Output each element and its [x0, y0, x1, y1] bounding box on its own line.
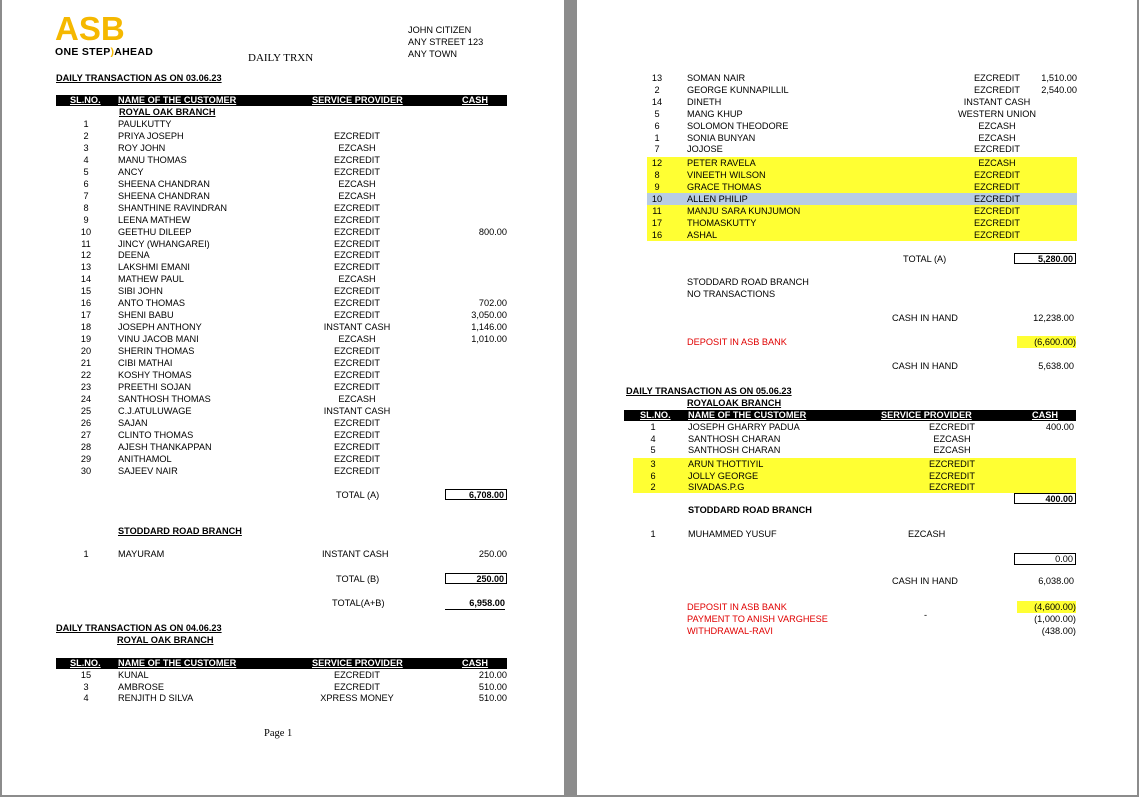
- table-row: [633, 470, 1076, 482]
- row-provider: EZCREDIT: [974, 169, 1020, 180]
- total-b-label: TOTAL (B): [336, 574, 380, 584]
- row-name: DEENA: [118, 250, 150, 261]
- row-provider: EZCREDIT: [974, 205, 1020, 216]
- row-name: DINETH: [687, 96, 722, 107]
- row-cash: 400.00: [1045, 422, 1074, 432]
- row-name: SAJAN: [118, 417, 148, 428]
- row-name: C.J.ATULUWAGE: [118, 405, 192, 416]
- table-row: [66, 453, 507, 465]
- table-row: [647, 205, 1077, 217]
- table-row: [647, 143, 1077, 155]
- row-name: AMBROSE: [118, 681, 164, 692]
- row-slno: 19: [80, 334, 92, 345]
- row-slno: 24: [80, 393, 92, 404]
- subtotal-value: 400.00: [1014, 493, 1076, 504]
- row-slno: 5: [650, 445, 656, 456]
- row-name: ROY JOHN: [118, 142, 166, 153]
- row-provider: EZCREDIT: [334, 429, 380, 440]
- row-slno: 29: [80, 453, 92, 464]
- row-slno: 6: [83, 178, 89, 189]
- row-provider: EZCREDIT: [974, 84, 1020, 95]
- deposit-value-1: (6,600.00): [1017, 336, 1076, 348]
- row-provider: INSTANT CASH: [323, 405, 391, 416]
- cash-in-hand-label-1: CASH IN HAND: [892, 313, 958, 323]
- total-b-value: 250.00: [445, 573, 507, 584]
- row-provider: EZCREDIT: [929, 482, 975, 493]
- row-name: PRIYA JOSEPH: [118, 130, 184, 141]
- row-slno: 13: [80, 262, 92, 273]
- row-provider: EZCREDIT: [334, 130, 380, 141]
- row-name: SOLOMON THEODORE: [687, 120, 789, 131]
- table-row: [647, 169, 1077, 181]
- total-ab-label: TOTAL(A+B): [332, 598, 385, 608]
- row-provider: EZCREDIT: [974, 73, 1020, 83]
- deposit-label-2: DEPOSIT IN ASB BANK: [687, 602, 787, 612]
- row-provider: EZCREDIT: [974, 144, 1020, 155]
- row-name: SHEENA CHANDRAN: [118, 178, 210, 189]
- row-slno: 11: [652, 205, 662, 216]
- branch-royaloak: ROYALOAK BRANCH: [687, 398, 782, 408]
- row-name: SANTHOSH CHARAN: [688, 433, 781, 444]
- total-a-label: TOTAL (A): [336, 490, 380, 500]
- table-row: [66, 681, 507, 693]
- row-provider: EZCREDIT: [334, 310, 380, 321]
- row-name: LAKSHMI EMANI: [118, 262, 190, 273]
- row-provider: EZCREDIT: [334, 453, 380, 464]
- row-provider: EZCREDIT: [334, 369, 380, 380]
- row-slno: 6: [650, 470, 656, 481]
- row-provider: EZCASH: [338, 142, 376, 153]
- table-row: [66, 357, 507, 369]
- col-name: NAME OF THE CUSTOMER: [118, 658, 237, 668]
- row-provider: EZCREDIT: [929, 422, 975, 432]
- row-name: PAULKUTTY: [118, 119, 172, 129]
- row-slno: 1: [650, 529, 656, 539]
- row-provider: EZCREDIT: [334, 346, 380, 357]
- row-cash: 210.00: [478, 670, 507, 680]
- table-row: [66, 202, 507, 214]
- row-slno: 10: [80, 226, 92, 237]
- row-name: LEENA MATHEW: [118, 214, 191, 225]
- row-provider: EZCASH: [978, 158, 1016, 168]
- row-provider: EZCREDIT: [334, 381, 380, 392]
- row-slno: 2: [650, 482, 656, 493]
- row-provider: EZCREDIT: [334, 358, 380, 368]
- row-provider: EZCREDIT: [334, 298, 380, 309]
- payment-value: (1,000.00): [1034, 614, 1076, 624]
- stoddard-branch-label: STODDARD ROAD BRANCH: [687, 277, 809, 287]
- withdrawal-value: (438.00): [1041, 626, 1076, 636]
- row-slno: 10: [651, 193, 663, 204]
- row-name: CIBI MATHAI: [118, 358, 173, 368]
- row-slno: 1: [650, 422, 656, 432]
- row-slno: 7: [654, 144, 660, 155]
- row-name: ALLEN PHILIP: [687, 193, 748, 204]
- document-title: DAILY TRXN: [248, 52, 314, 64]
- row-provider: EZCREDIT: [974, 217, 1020, 228]
- row-name: JOLLY GEORGE: [688, 470, 759, 481]
- row-name: KOSHY THOMAS: [118, 369, 192, 380]
- row-provider: EZCASH: [908, 529, 946, 539]
- row-name: ANITHAMOL: [118, 453, 172, 464]
- row-name: SANTHOSH THOMAS: [118, 393, 211, 404]
- row-name: ASHAL: [687, 229, 718, 240]
- row-provider: EZCASH: [978, 120, 1016, 131]
- row-slno: 30: [80, 465, 92, 476]
- row-name: GEETHU DILEEP: [118, 226, 192, 237]
- table-header: [56, 95, 507, 106]
- asb-logo: ASB ONE STEP)AHEAD: [55, 12, 170, 47]
- row-slno: 17: [80, 310, 92, 321]
- row-name: SHENI BABU: [118, 310, 174, 321]
- row-cash: 1,510.00: [1041, 73, 1077, 83]
- table-row: [633, 481, 1076, 493]
- no-transactions-label: NO TRANSACTIONS: [687, 289, 776, 299]
- total-a-value-2: 5,280.00: [1014, 253, 1076, 264]
- row-provider: WESTERN UNION: [957, 108, 1037, 119]
- row-cash: 2,540.00: [1041, 84, 1077, 95]
- table-row: [647, 72, 1077, 84]
- table-row: [66, 154, 507, 166]
- col-slno: SL.NO.: [640, 410, 671, 420]
- table-row: [633, 421, 1076, 433]
- row-provider: EZCREDIT: [334, 441, 380, 452]
- row-name: MANJU SARA KUNJUMON: [687, 205, 801, 216]
- table-row: [66, 130, 507, 142]
- table-row: [647, 132, 1077, 144]
- row-provider: EZCASH: [338, 178, 376, 189]
- row-name: SIVADAS.P.G: [688, 482, 745, 493]
- row-name: CLINTO THOMAS: [118, 429, 194, 440]
- row-provider: EZCREDIT: [929, 470, 975, 481]
- col-cash: CASH: [462, 658, 489, 668]
- section-heading-03-06: DAILY TRANSACTION AS ON 03.06.23: [56, 73, 222, 83]
- row-name: RENJITH D SILVA: [118, 693, 194, 703]
- row-provider: EZCREDIT: [334, 166, 380, 177]
- row-slno: 17: [651, 217, 663, 228]
- table-row: [66, 118, 507, 130]
- table-row: [66, 417, 507, 429]
- row-provider: EZCREDIT: [334, 681, 380, 692]
- row-slno: 13: [651, 73, 663, 83]
- table-row: [66, 178, 507, 190]
- row-slno: 1: [654, 132, 660, 143]
- total-a-label-2: TOTAL (A): [903, 254, 947, 264]
- table-row: [647, 193, 1077, 205]
- total-ab-value: 6,958.00: [445, 597, 505, 610]
- row-slno: 15: [80, 286, 92, 297]
- table-row: [66, 297, 507, 309]
- table-row: [66, 548, 507, 560]
- row-name: SIBI JOHN: [118, 286, 163, 297]
- svg-text:ASB: ASB: [55, 12, 125, 42]
- row-provider: EZCREDIT: [334, 262, 380, 273]
- col-name: NAME OF THE CUSTOMER: [118, 95, 237, 105]
- col-slno: SL.NO.: [70, 658, 101, 668]
- row-slno: 3: [650, 459, 656, 469]
- stoddard-branch-label-2: STODDARD ROAD BRANCH: [688, 505, 812, 515]
- table-row: [66, 249, 507, 261]
- row-slno: 8: [83, 202, 89, 213]
- row-slno: 3: [83, 681, 89, 692]
- table-row: [66, 345, 507, 357]
- row-name: MANU THOMAS: [118, 154, 187, 165]
- page-number: Page 1: [264, 728, 293, 739]
- cash-in-hand-label-3: CASH IN HAND: [892, 576, 958, 586]
- address-line-3: ANY TOWN: [408, 49, 458, 59]
- row-provider: EZCASH: [338, 393, 376, 404]
- zero-total-value: 0.00: [1014, 553, 1076, 565]
- row-provider: INSTANT CASH: [323, 322, 391, 333]
- row-slno: 26: [80, 417, 92, 428]
- row-name: KUNAL: [118, 670, 149, 680]
- section-heading-05-06: DAILY TRANSACTION AS ON 05.06.23: [626, 386, 792, 396]
- table-row: [66, 261, 507, 273]
- row-name: PREETHI SOJAN: [118, 381, 192, 392]
- col-cash: CASH: [1032, 410, 1059, 420]
- row-slno: 12: [80, 250, 92, 261]
- row-name: MAYURAM: [118, 549, 165, 559]
- row-cash: 800.00: [478, 226, 507, 237]
- row-name: SHANTHINE RAVINDRAN: [118, 202, 228, 213]
- table-header-3: [624, 410, 1076, 421]
- table-row: [66, 669, 507, 681]
- table-row: [647, 229, 1077, 241]
- asb-logo-mark: [55, 12, 170, 42]
- row-name: AJESH THANKAPPAN: [118, 441, 212, 452]
- row-slno: 12: [651, 158, 663, 168]
- row-slno: 8: [654, 169, 660, 180]
- row-provider: EZCREDIT: [974, 193, 1020, 204]
- row-slno: 16: [80, 298, 92, 309]
- row-name: THOMASKUTTY: [687, 217, 757, 228]
- row-name: JOSEPH ANTHONY: [118, 322, 202, 333]
- row-name: SANTHOSH CHARAN: [688, 445, 781, 456]
- row-cash: 1,010.00: [471, 334, 507, 345]
- row-name: MATHEW PAUL: [118, 274, 185, 285]
- table-row: [66, 238, 507, 250]
- row-provider: EZCREDIT: [334, 154, 380, 165]
- table-row: [647, 108, 1077, 120]
- branch-royal-oak-2: ROYAL OAK BRANCH: [117, 635, 214, 645]
- stray-mark: -: [924, 610, 928, 620]
- row-provider: EZCREDIT: [334, 250, 380, 261]
- row-name: SHERIN THOMAS: [118, 346, 195, 357]
- table-row: [66, 226, 507, 238]
- row-provider: EZCREDIT: [334, 202, 380, 213]
- row-name: JINCY (WHANGAREI): [118, 238, 210, 249]
- table-header-2: [56, 658, 507, 669]
- row-slno: 3: [83, 142, 89, 153]
- row-name: SONIA BUNYAN: [687, 132, 756, 143]
- row-cash: 250.00: [478, 549, 507, 559]
- col-slno: SL.NO.: [70, 95, 101, 105]
- row-cash: 1,146.00: [471, 322, 507, 333]
- row-name: GRACE THOMAS: [687, 181, 762, 192]
- document-page-2: [577, 0, 1137, 795]
- row-cash: 510.00: [478, 681, 507, 692]
- row-slno: 5: [83, 166, 89, 177]
- col-provider: SERVICE PROVIDER: [312, 658, 403, 668]
- row-slno: 27: [80, 429, 92, 440]
- row-provider: XPRESS MONEY: [320, 693, 394, 703]
- cash-in-hand-value-1: 12,238.00: [1033, 313, 1074, 323]
- row-cash: 3,050.00: [471, 310, 507, 321]
- payment-label: PAYMENT TO ANISH VARGHESE: [687, 614, 828, 624]
- document-page-1: [2, 0, 564, 795]
- total-a-value: 6,708.00: [445, 489, 507, 500]
- row-provider: EZCREDIT: [334, 286, 380, 297]
- table-row: [66, 142, 507, 154]
- row-slno: 6: [654, 120, 660, 131]
- row-provider: EZCREDIT: [974, 181, 1020, 192]
- row-name: VINU JACOB MANI: [118, 334, 199, 345]
- row-slno: 2: [654, 84, 660, 95]
- row-slno: 28: [80, 441, 92, 452]
- table-row: [66, 465, 507, 477]
- row-provider: EZCASH: [933, 433, 971, 444]
- table-row: [647, 217, 1077, 229]
- row-name: SOMAN NAIR: [687, 73, 746, 83]
- row-name: GEORGE KUNNAPILLIL: [687, 84, 789, 95]
- table-row: [66, 381, 507, 393]
- row-provider: INSTANT CASH: [963, 96, 1031, 107]
- table-row: [66, 166, 507, 178]
- deposit-label-1: DEPOSIT IN ASB BANK: [687, 337, 787, 347]
- row-name: SHEENA CHANDRAN: [118, 190, 210, 201]
- table-row: [66, 190, 507, 202]
- row-name: ANCY: [118, 166, 144, 177]
- row-provider: INSTANT CASH: [322, 549, 389, 559]
- row-slno: 1: [83, 119, 89, 129]
- table-row: [66, 369, 507, 381]
- row-slno: 21: [80, 358, 92, 368]
- logo-tagline-2: AHEAD: [114, 46, 154, 58]
- row-name: SAJEEV NAIR: [118, 465, 178, 476]
- row-slno: 2: [83, 130, 89, 141]
- row-provider: EZCREDIT: [334, 417, 380, 428]
- table-row: [66, 393, 507, 405]
- row-provider: EZCASH: [338, 334, 376, 345]
- table-row: [633, 433, 1076, 445]
- row-name: MUHAMMED YUSUF: [688, 529, 777, 539]
- row-slno: 5: [654, 108, 660, 119]
- row-slno: 23: [80, 381, 92, 392]
- row-provider: EZCASH: [338, 190, 376, 201]
- deposit-value-2: (4,600.00): [1017, 601, 1076, 613]
- row-slno: 22: [80, 369, 92, 380]
- row-name: JOSEPH GHARRY PADUA: [688, 422, 800, 432]
- col-name: NAME OF THE CUSTOMER: [688, 410, 807, 420]
- cash-in-hand-value-3: 6,038.00: [1038, 576, 1074, 586]
- logo-tagline: ONE STEP: [55, 46, 111, 58]
- row-slno: 7: [83, 190, 89, 201]
- table-row: [66, 214, 507, 226]
- table-row: [66, 333, 507, 345]
- table-row: [66, 441, 507, 453]
- col-cash: CASH: [462, 95, 489, 105]
- row-slno: 4: [83, 154, 89, 165]
- row-provider: EZCREDIT: [974, 229, 1020, 240]
- row-slno: 9: [83, 214, 89, 225]
- table-row: [66, 273, 507, 285]
- row-slno: 14: [651, 96, 663, 107]
- address-line-1: JOHN CITIZEN: [408, 25, 472, 35]
- table-row: [647, 96, 1077, 108]
- table-row: [633, 458, 1076, 470]
- table-row: [647, 84, 1077, 96]
- row-cash: 510.00: [478, 693, 507, 703]
- branch-royal-oak: ROYAL OAK BRANCH: [119, 107, 216, 117]
- row-slno: 20: [80, 346, 92, 357]
- row-provider: EZCREDIT: [334, 465, 380, 476]
- row-slno: 4: [83, 693, 89, 703]
- table-row: [66, 321, 507, 333]
- branch-stoddard: STODDARD ROAD BRANCH: [118, 526, 242, 536]
- table-row: [647, 181, 1077, 193]
- withdrawal-label: WITHDRAWAL-RAVI: [687, 626, 773, 636]
- row-provider: EZCREDIT: [334, 214, 380, 225]
- row-name: VINEETH WILSON: [687, 169, 766, 180]
- row-provider: EZCREDIT: [334, 238, 380, 249]
- row-provider: EZCASH: [933, 445, 971, 456]
- cash-in-hand-value-2: 5,638.00: [1038, 361, 1074, 371]
- cash-in-hand-label-2: CASH IN HAND: [892, 361, 958, 371]
- row-slno: 4: [650, 433, 656, 444]
- row-provider: EZCASH: [338, 274, 376, 285]
- row-slno: 11: [81, 238, 91, 249]
- row-slno: 9: [654, 181, 660, 192]
- row-name: MANG KHUP: [687, 108, 743, 119]
- section-heading-04-06: DAILY TRANSACTION AS ON 04.06.23: [56, 623, 222, 633]
- row-slno: 16: [651, 229, 663, 240]
- address-line-2: ANY STREET 123: [408, 37, 484, 47]
- row-provider: EZCASH: [978, 132, 1016, 143]
- row-slno: 25: [80, 405, 92, 416]
- table-row: [647, 157, 1077, 169]
- row-name: PETER RAVELA: [687, 158, 756, 168]
- row-slno: 14: [80, 274, 92, 285]
- row-name: JOJOSE: [687, 144, 723, 155]
- row-provider: EZCREDIT: [334, 670, 380, 680]
- table-row: [66, 285, 507, 297]
- table-row: [647, 120, 1077, 132]
- row-name: ARUN THOTTIYIL: [688, 459, 764, 469]
- row-name: ANTO THOMAS: [118, 298, 186, 309]
- row-slno: 15: [80, 670, 92, 680]
- table-row: [633, 444, 1076, 456]
- table-row: [633, 528, 1076, 540]
- table-row: [66, 405, 507, 417]
- table-row: [66, 309, 507, 321]
- col-provider: SERVICE PROVIDER: [881, 410, 972, 420]
- row-slno: 1: [83, 549, 89, 559]
- table-row: [66, 429, 507, 441]
- table-row: [66, 692, 507, 704]
- row-provider: EZCREDIT: [929, 459, 975, 469]
- row-cash: 702.00: [478, 298, 507, 309]
- col-provider: SERVICE PROVIDER: [312, 95, 403, 105]
- row-provider: EZCREDIT: [334, 226, 380, 237]
- row-slno: 18: [80, 322, 92, 333]
